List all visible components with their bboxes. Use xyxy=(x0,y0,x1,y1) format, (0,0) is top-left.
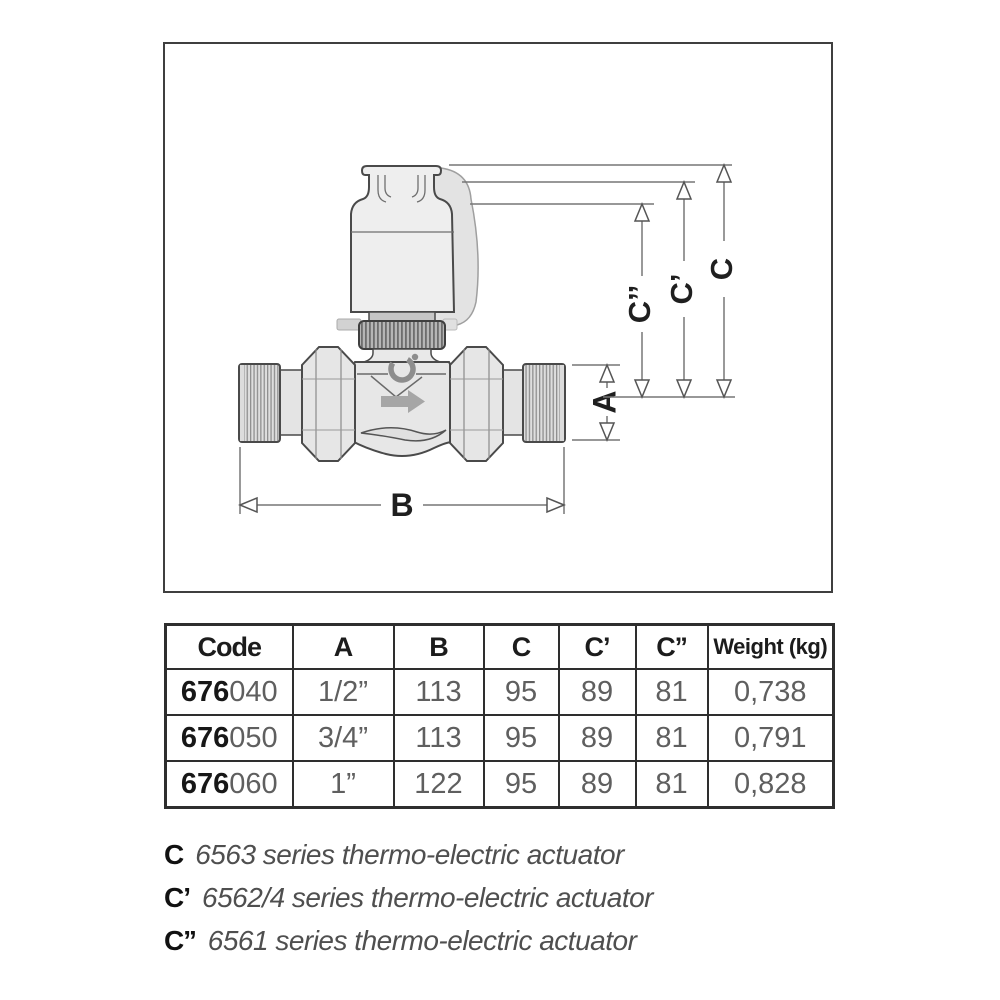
valve-body xyxy=(239,347,565,461)
dim-label-C: C xyxy=(704,257,740,281)
header-code: Code xyxy=(166,625,293,670)
header-b: B xyxy=(394,625,484,670)
cell-c: 95 xyxy=(484,715,559,761)
footnote-c-prime xyxy=(164,882,653,925)
cell-c-prime: 89 xyxy=(559,715,636,761)
footnote-label: C’’ xyxy=(164,925,196,956)
dim-label-A: A xyxy=(586,390,623,414)
code-prefix: 676 xyxy=(180,721,230,754)
valve-central-body xyxy=(352,362,452,456)
dimensions-table xyxy=(164,623,835,809)
header-weight: Weight (kg) xyxy=(708,625,834,670)
technical-drawing-frame xyxy=(163,42,833,593)
table-row xyxy=(166,761,834,808)
header-a: A xyxy=(293,625,394,670)
cell-code xyxy=(166,715,293,761)
cell-c-prime: 89 xyxy=(559,669,636,715)
cell-code xyxy=(166,669,293,715)
header-c: C xyxy=(484,625,559,670)
dim-label-C-second: C’’ xyxy=(622,284,658,324)
footnote-c xyxy=(164,839,653,882)
footnote-c-second xyxy=(164,925,653,968)
dim-label-C-prime: C’ xyxy=(664,273,700,305)
header-c-prime: C’ xyxy=(559,625,636,670)
cell-c-second: 81 xyxy=(636,761,708,808)
union-nut-right xyxy=(450,347,503,461)
valve-drawing xyxy=(165,44,831,591)
cell-b: 113 xyxy=(394,669,484,715)
footnotes xyxy=(164,839,653,968)
valve-neck xyxy=(364,349,440,362)
footnote-text: 6561 series thermo-electric actuator xyxy=(207,925,637,956)
table-row xyxy=(166,715,834,761)
cell-a: 3/4” xyxy=(293,715,394,761)
dim-label-B: B xyxy=(390,487,414,523)
cell-c: 95 xyxy=(484,761,559,808)
table-row xyxy=(166,669,834,715)
cell-weight: 0,828 xyxy=(708,761,834,808)
cell-c-second: 81 xyxy=(636,715,708,761)
table-header-row xyxy=(166,625,834,670)
footnote-text: 6563 series thermo-electric actuator xyxy=(195,839,624,870)
header-c-second: C’’ xyxy=(636,625,708,670)
code-suffix: 060 xyxy=(229,767,278,800)
cell-code xyxy=(166,761,293,808)
footnote-text: 6562/4 series thermo-electric actuator xyxy=(202,882,653,913)
cell-a: 1/2” xyxy=(293,669,394,715)
code-prefix: 676 xyxy=(180,767,230,800)
cell-a: 1” xyxy=(293,761,394,808)
code-suffix: 040 xyxy=(229,675,278,708)
cell-c: 95 xyxy=(484,669,559,715)
code-suffix: 050 xyxy=(229,721,278,754)
code-prefix: 676 xyxy=(180,675,230,708)
union-nut-left xyxy=(302,347,355,461)
threaded-end-right xyxy=(523,364,565,442)
cell-c-prime: 89 xyxy=(559,761,636,808)
cell-weight: 0,738 xyxy=(708,669,834,715)
cell-b: 113 xyxy=(394,715,484,761)
footnote-label: C’ xyxy=(164,882,190,913)
cell-c-second: 81 xyxy=(636,669,708,715)
knurled-ring xyxy=(359,321,445,349)
threaded-end-left xyxy=(239,364,280,442)
cell-b: 122 xyxy=(394,761,484,808)
actuator-side-tab xyxy=(337,319,361,330)
footnote-label: C xyxy=(164,839,184,870)
cell-weight: 0,791 xyxy=(708,715,834,761)
